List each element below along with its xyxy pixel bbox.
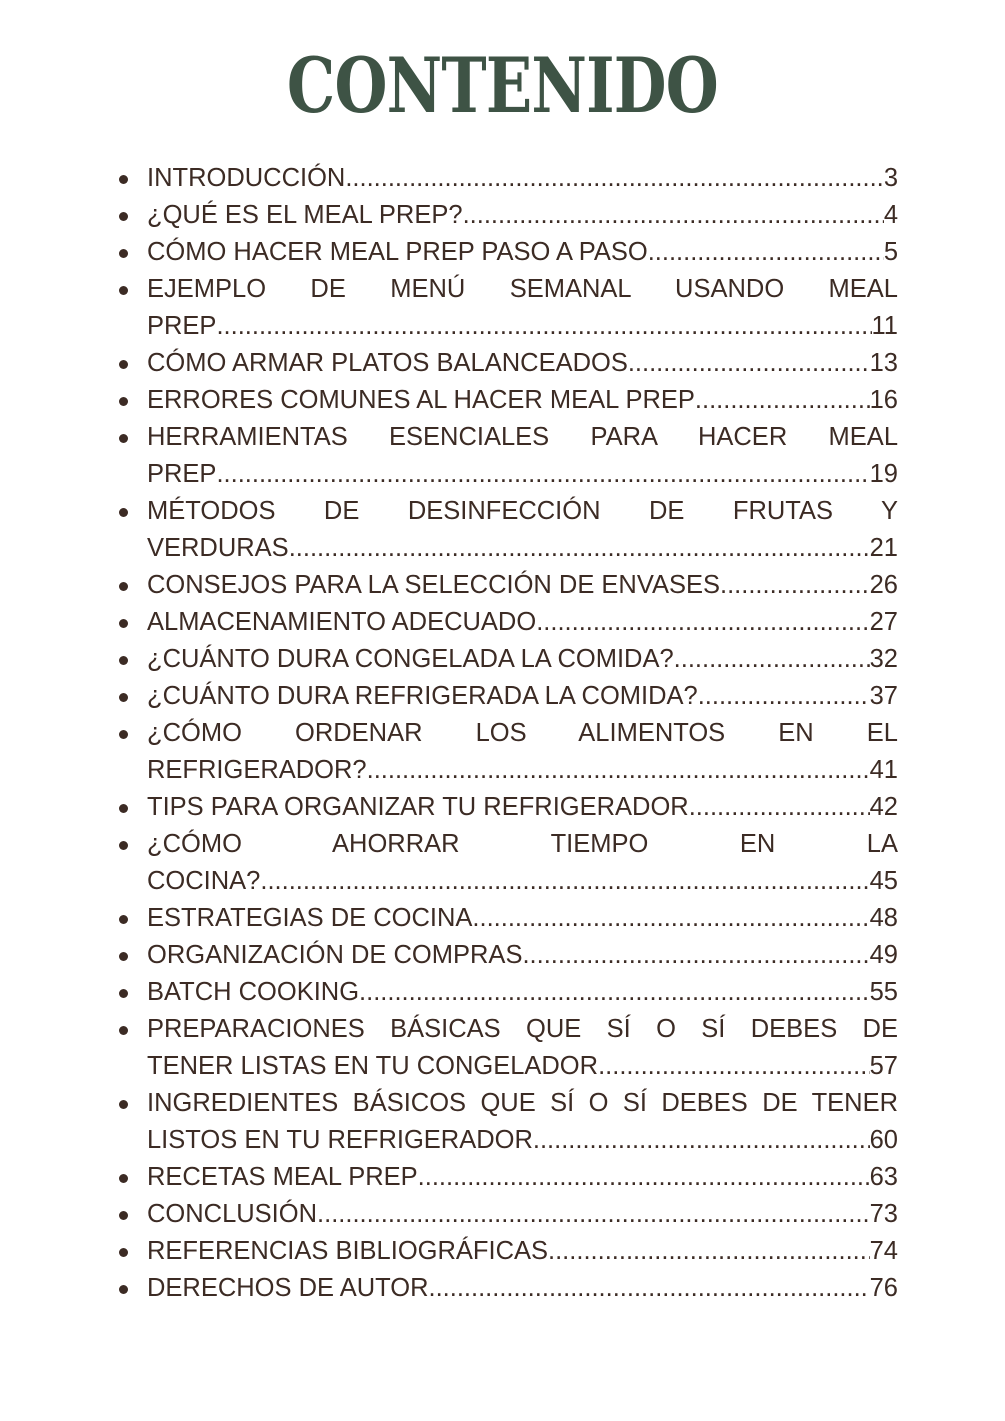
toc-entry-last-line [147,900,898,937]
toc-entry-text: PREP [147,460,217,488]
toc-page-number: 60 [869,1126,898,1154]
toc-entry [119,1011,898,1085]
bullet-dot-icon [119,619,128,628]
toc-page-number: 55 [869,978,898,1006]
toc-entry [119,937,898,974]
toc-entry-text: REFERENCIAS BIBLIOGRÁFICAS [147,1237,549,1265]
bullet-dot-icon [119,212,128,221]
toc-page-number: 4 [883,201,898,229]
toc-entry [119,345,898,382]
toc-entry [119,789,898,826]
dot-leader [689,789,870,826]
toc-entry-body [147,271,898,345]
dot-leader [698,678,870,715]
toc-entry-body [147,1196,898,1233]
toc-entry-body [147,1085,898,1159]
toc-entry-last-line [147,1270,898,1307]
dot-leader [628,345,870,382]
toc-entry [119,419,898,493]
toc-page-number: 16 [869,386,898,414]
toc-page-number: 63 [869,1163,898,1191]
toc-entry-text: PREP [147,312,217,340]
toc-entry-body [147,1011,898,1085]
toc-entry-last-line [147,937,898,974]
toc-list [0,160,1005,1307]
bullet-dot-icon [119,952,128,961]
toc-entry-last-line [147,197,898,234]
dot-leader [533,1122,870,1159]
toc-entry-last-line [147,456,898,493]
bullet-dot-icon [119,1285,128,1294]
toc-entry [119,493,898,567]
bullet-dot-icon [119,582,128,591]
bullet-dot-icon [119,434,128,443]
toc-entry-last-line [147,863,898,900]
toc-entry-text: RECETAS MEAL PREP [147,1163,418,1191]
toc-entry [119,604,898,641]
dot-leader [260,863,869,900]
bullet-dot-icon [119,1248,128,1257]
bullet-dot-icon [119,656,128,665]
toc-entry-text: ¿CÓMO AHORRAR TIEMPO EN LA [147,830,898,858]
bullet-dot-icon [119,915,128,924]
toc-page-number: 48 [869,904,898,932]
bullet-dot-icon [119,1211,128,1220]
toc-page-number: 49 [869,941,898,969]
dot-leader [648,234,884,271]
toc-entry-last-line [147,345,898,382]
toc-entry [119,1270,898,1307]
dot-leader [289,530,870,567]
bullet-dot-icon [119,249,128,258]
toc-page-number: 45 [869,867,898,895]
toc-entry-body [147,1270,898,1307]
toc-entry-body [147,1159,898,1196]
dot-leader [216,308,871,345]
toc-entry-last-line [147,234,898,271]
bullet-dot-icon [119,804,128,813]
dot-leader [522,937,869,974]
toc-page-number: 42 [869,793,898,821]
toc-entry [119,160,898,197]
toc-entry-body [147,900,898,937]
toc-entry-text: PREPARACIONES BÁSICAS QUE SÍ O SÍ DEBES DE [147,1015,898,1043]
dot-leader [463,197,884,234]
toc-page-number: 76 [869,1274,898,1302]
dot-leader [472,900,869,937]
toc-entry-last-line [147,752,898,789]
toc-entry-body [147,789,898,826]
toc-entry-text: ¿CÓMO ORDENAR LOS ALIMENTOS EN EL [147,719,898,747]
toc-entry-body [147,826,898,900]
toc-entry-last-line [147,1159,898,1196]
toc-page-number: 11 [871,312,898,340]
bullet-dot-icon [119,1026,128,1035]
dot-leader [216,456,869,493]
bullet-dot-icon [119,360,128,369]
toc-entry [119,1233,898,1270]
toc-entry-text: TENER LISTAS EN TU CONGELADOR [147,1052,599,1080]
toc-entry [119,900,898,937]
toc-entry [119,1159,898,1196]
dot-leader [536,604,869,641]
toc-entry-text: COCINA? [147,867,261,895]
dot-leader [720,567,870,604]
toc-entry-last-line [147,974,898,1011]
toc-page-number: 32 [869,645,898,673]
toc-entry [119,974,898,1011]
toc-page-number: 5 [883,238,898,266]
toc-entry-last-line [147,604,898,641]
toc-page-number: 37 [869,682,898,710]
dot-leader [695,382,870,419]
toc-entry-text: VERDURAS [147,534,289,562]
toc-entry-text: ¿CUÁNTO DURA REFRIGERADA LA COMIDA? [147,682,698,710]
toc-entry-body [147,160,898,197]
dot-leader [429,1270,870,1307]
toc-entry [119,197,898,234]
toc-entry-text: CÓMO ARMAR PLATOS BALANCEADOS [147,349,628,377]
toc-entry-body [147,974,898,1011]
dot-leader [345,160,883,197]
dot-leader [359,974,870,1011]
toc-entry [119,382,898,419]
toc-entry-last-line [147,1122,898,1159]
toc-entry [119,715,898,789]
toc-entry-last-line [147,530,898,567]
toc-entry-last-line [147,641,898,678]
toc-entry-last-line [147,308,898,345]
toc-entry-text: ¿QUÉ ES EL MEAL PREP? [147,201,463,229]
toc-page-number: 27 [869,608,898,636]
toc-entry-body [147,641,898,678]
toc-page-number: 57 [869,1052,898,1080]
toc-entry-last-line [147,567,898,604]
toc-entry-body [147,382,898,419]
toc-entry [119,826,898,900]
dot-leader [674,641,870,678]
toc-entry-last-line [147,160,898,197]
toc-entry-body [147,234,898,271]
toc-entry-text: LISTOS EN TU REFRIGERADOR [147,1126,533,1154]
toc-entry-text: ORGANIZACIÓN DE COMPRAS [147,941,523,969]
dot-leader [317,1196,870,1233]
toc-entry [119,271,898,345]
dot-leader [367,752,870,789]
toc-entry-text: ¿CUÁNTO DURA CONGELADA LA COMIDA? [147,645,674,673]
toc-entry-text: CONSEJOS PARA LA SELECCIÓN DE ENVASES [147,571,720,599]
toc-entry-last-line [147,382,898,419]
page-title [0,41,1005,130]
toc-entry [119,1196,898,1233]
toc-entry-body [147,604,898,641]
bullet-dot-icon [119,693,128,702]
toc-page-number: 13 [869,349,898,377]
bullet-dot-icon [119,175,128,184]
dot-leader [548,1233,870,1270]
bullet-dot-icon [119,1100,128,1109]
toc-page-number: 3 [883,164,898,192]
toc-entry [119,641,898,678]
bullet-dot-icon [119,508,128,517]
toc-entry-body [147,678,898,715]
toc-entry-text: CÓMO HACER MEAL PREP PASO A PASO [147,238,648,266]
toc-entry-text: REFRIGERADOR? [147,756,367,784]
toc-entry [119,567,898,604]
bullet-dot-icon [119,841,128,850]
bullet-dot-icon [119,397,128,406]
toc-entry-body [147,937,898,974]
toc-entry-last-line [147,678,898,715]
toc-entry-body [147,1233,898,1270]
bullet-dot-icon [119,989,128,998]
toc-entry-text: TIPS PARA ORGANIZAR TU REFRIGERADOR [147,793,689,821]
toc-entry-text: DERECHOS DE AUTOR [147,1274,429,1302]
toc-entry-last-line [147,1233,898,1270]
toc-entry [119,1085,898,1159]
toc-page-number: 73 [869,1200,898,1228]
toc-page-number: 41 [869,756,898,784]
toc-entry-body [147,197,898,234]
toc-entry [119,678,898,715]
toc-entry-last-line [147,1048,898,1085]
toc-entry-text: EJEMPLO DE MENÚ SEMANAL USANDO MEAL [147,275,898,303]
toc-entry-text: ESTRATEGIAS DE COCINA [147,904,473,932]
toc-entry-last-line [147,1196,898,1233]
toc-page-number: 21 [869,534,898,562]
toc-page-number: 74 [869,1237,898,1265]
toc-entry-text: HERRAMIENTAS ESENCIALES PARA HACER MEAL [147,423,898,451]
toc-entry-body [147,419,898,493]
toc-entry-text: INTRODUCCIÓN [147,164,346,192]
toc-entry-text: ERRORES COMUNES AL HACER MEAL PREP [147,386,695,414]
toc-entry-body [147,715,898,789]
bullet-dot-icon [119,1174,128,1183]
toc-entry [119,234,898,271]
toc-entry-text: INGREDIENTES BÁSICOS QUE SÍ O SÍ DEBES DE TENER [147,1089,898,1117]
toc-entry-text: MÉTODOS DE DESINFECCIÓN DE FRUTAS Y [147,497,898,525]
dot-leader [418,1159,870,1196]
toc-page-number: 26 [869,571,898,599]
bullet-dot-icon [119,730,128,739]
bullet-dot-icon [119,286,128,295]
page-title-text: CONTENIDO [286,41,719,130]
dot-leader [598,1048,870,1085]
toc-entry-body [147,493,898,567]
toc-entry-body [147,567,898,604]
toc-entry-body [147,345,898,382]
toc-entry-text: ALMACENAMIENTO ADECUADO [147,608,537,636]
toc-page-number: 19 [869,460,898,488]
toc-entry-text: CONCLUSIÓN [147,1200,318,1228]
toc-entry-text: BATCH COOKING [147,978,360,1006]
toc-entry-last-line [147,789,898,826]
